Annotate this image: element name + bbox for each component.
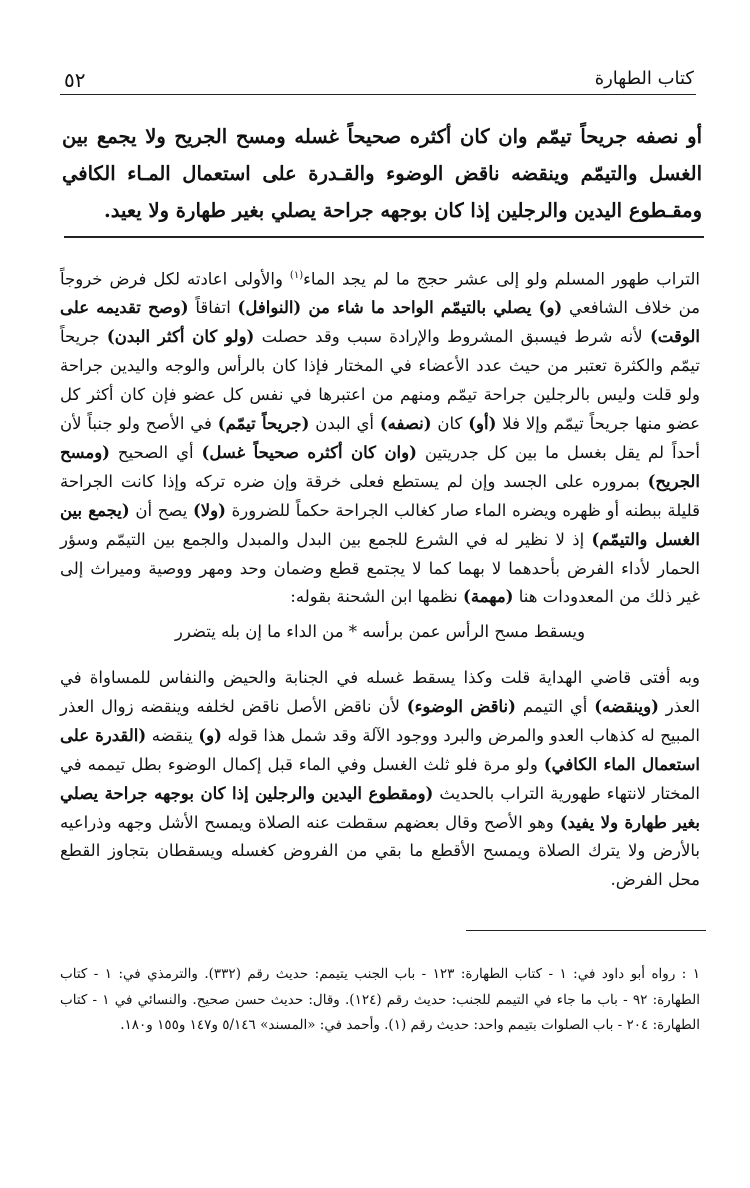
page-header [60, 68, 696, 95]
commentary-segment: بمروره على الجسد وإن لم يستطع فعلى خرقة وإن ضره تركه وإذا كانت الجراحة قليلة ببطنه أو ظهره ويضره الماء صار كغالب الجراحة حكماً للضرورة [60, 471, 700, 520]
commentary-segment: لأنه شرط فيسبق المشروط والإرادة سبب وقد حصلت [254, 327, 650, 347]
bold-matn-quote: (نصفه) [379, 414, 432, 434]
commentary-segment: وهو الأصح وقال بعضهم سقطت عنه الصلاة ويمسح الأشل وجهه وذراعيه بالأرض ولا يترك الصلاة ويمسح الأقطع ما بقي من الفروض كغسله ويسقطان بتجاوز القطع محل الفرض. [60, 812, 700, 890]
commentary-segment: وبه أفتى قاضي الهداية قلت وكذا يسقط غسله في الجنابة والحيض والنفاس للمساواة في العذر [60, 668, 700, 716]
commentary-segment: اتفاقاً [188, 298, 238, 318]
commentary-segment: نظمها ابن الشحنة بقوله: [290, 587, 464, 607]
footnote-divider [466, 930, 706, 931]
commentary-segment: يصح أن [129, 500, 193, 520]
bold-matn-quote: (و) [198, 725, 222, 745]
bold-matn-quote: (مهمة) [463, 587, 514, 607]
bold-matn-quote: (وصح تقديمه على الوقت) [60, 298, 700, 347]
bold-matn-quote: (القدرة على استعمال الماء الكافي) [60, 725, 701, 774]
page-number: ٥٢ [64, 68, 86, 92]
commentary-paragraph-2 [60, 664, 700, 895]
commentary-segment: إذ لا نظير له في الشرع للجمع بين البدل والمبدل والجمع بين التيمّم وسؤر الحمار لأداء الفرض بأحدهما لا بهما كما لا يجتمع قطع وضمان وحد ومهر ووصية وميراث إلى غير ذلك من المعدودات هنا [60, 529, 700, 607]
bold-matn-quote: (ومسح الجريح) [60, 442, 700, 491]
commentary-segment: لأن ناقض الأصل ناقض لخلفه وينقضه زوال العذر المبيح له كذهاب العدو والمرض والبرد ووجود الآلة وقد شمل هذا قوله [60, 696, 701, 745]
commentary-segment: والأولى اعادته لكل فرض خروجاً من خلاف الشافعي [60, 269, 700, 318]
bold-matn-quote: (وان كان أكثره صحيحاً غسل) [201, 442, 417, 462]
section-divider [64, 236, 704, 238]
bold-matn-quote: (يجمع بين الغسل والتيمّم) [60, 500, 700, 549]
footnote [60, 962, 700, 1039]
footnote-text: ١ : رواه أبو داود في: ١ - كتاب الطهارة: ١٢٣ - باب الجنب يتيمم: حديث رقم (٣٣٢). والترمذي في: ١ - كتاب الطهارة: ٩٢ - باب ما جاء في التيمم للجنب: حديث رقم (١٢٤). وقال: حديث حسن صحيح. والنسائي في ١ - كتاب الطهارة: ٢٠٤ - باب الصلوات بتيمم واحد: حديث رقم (١). وأحمد في: «المسند» ٥/١٤٦ و١٤٧ و١٥٥ و١٨٠. [60, 966, 701, 1033]
commentary-segment: ينقضه [146, 725, 199, 745]
running-title: كتاب الطهارة [594, 68, 694, 89]
main-text [62, 118, 702, 229]
commentary-segment: التراب طهور المسلم ولو إلى عشر حجج ما لم يجد الماء [303, 269, 700, 289]
commentary-paragraph-1 [60, 262, 700, 612]
commentary-segment: أي التيمم [515, 696, 595, 716]
bold-matn-quote: (و) يصلي بالتيمّم الواحد ما شاء من (النوافل) [237, 298, 563, 318]
bold-matn-quote: (جريحاً تيمّم) [217, 414, 310, 434]
bold-matn-quote: (ولو كان أكثر البدن) [106, 327, 255, 347]
bold-matn-quote: (أو) [468, 414, 497, 434]
commentary-segment: جريحاً تيمّم والكثرة تعتبر من حيث عدد الأعضاء في المختار فإذا كان بالرأس والوجه واليدين جراحة ولو قلت وليس بالرجلين جراحة تيمّم ومنهم من اعتبرها في نفس كل عضو فإن كان أكثر كل عضو منها جريحاً تيمّم وإلا فلا [60, 327, 700, 434]
commentary-segment: ولو مرة فلو ثلث الغسل وفي الماء قبل إكمال الوضوء بطل تيممه في المختار لانتهاء طهورية التراب بالحديث [60, 754, 701, 803]
commentary-segment: أي الصحيح [109, 442, 202, 462]
footnote-marker: (١) [289, 270, 304, 281]
bold-matn-quote: (ولا) [192, 500, 226, 520]
commentary-segment: في الأصح ولو جنباً لأن أحداً لم يقل بغسل ما بين كل جدريتين [60, 414, 700, 462]
commentary-segment: أي البدن [309, 414, 380, 434]
commentary-segment: كان [431, 414, 469, 434]
bold-matn-quote: (وينقضه) [594, 696, 659, 716]
poetry-verse: ويسقط مسح الرأس عمن برأسه * من الداء ما إن بله يتضرر [174, 622, 586, 641]
commentary-continued [60, 664, 700, 895]
bold-matn-quote: (ناقض الوضوء) [406, 696, 516, 716]
main-text-paragraph: أو نصفه جريحاً تيمّم وان كان أكثره صحيحاً غسله ومسح الجريح ولا يجمع بين الغسل والتيمّم وينقضه ناقض الوضوء والقـدرة على استعمال المـاء الكافي ومقـطوع اليدين والرجلين إذا كان بوجهه جراحة يصلي بغير طهارة ولا يعيد. [62, 125, 702, 222]
bold-matn-quote: (ومقطوع اليدين والرجلين إذا كان بوجهه جراحة يصلي بغير طهارة ولا يفيد) [60, 783, 701, 832]
commentary [60, 262, 700, 612]
